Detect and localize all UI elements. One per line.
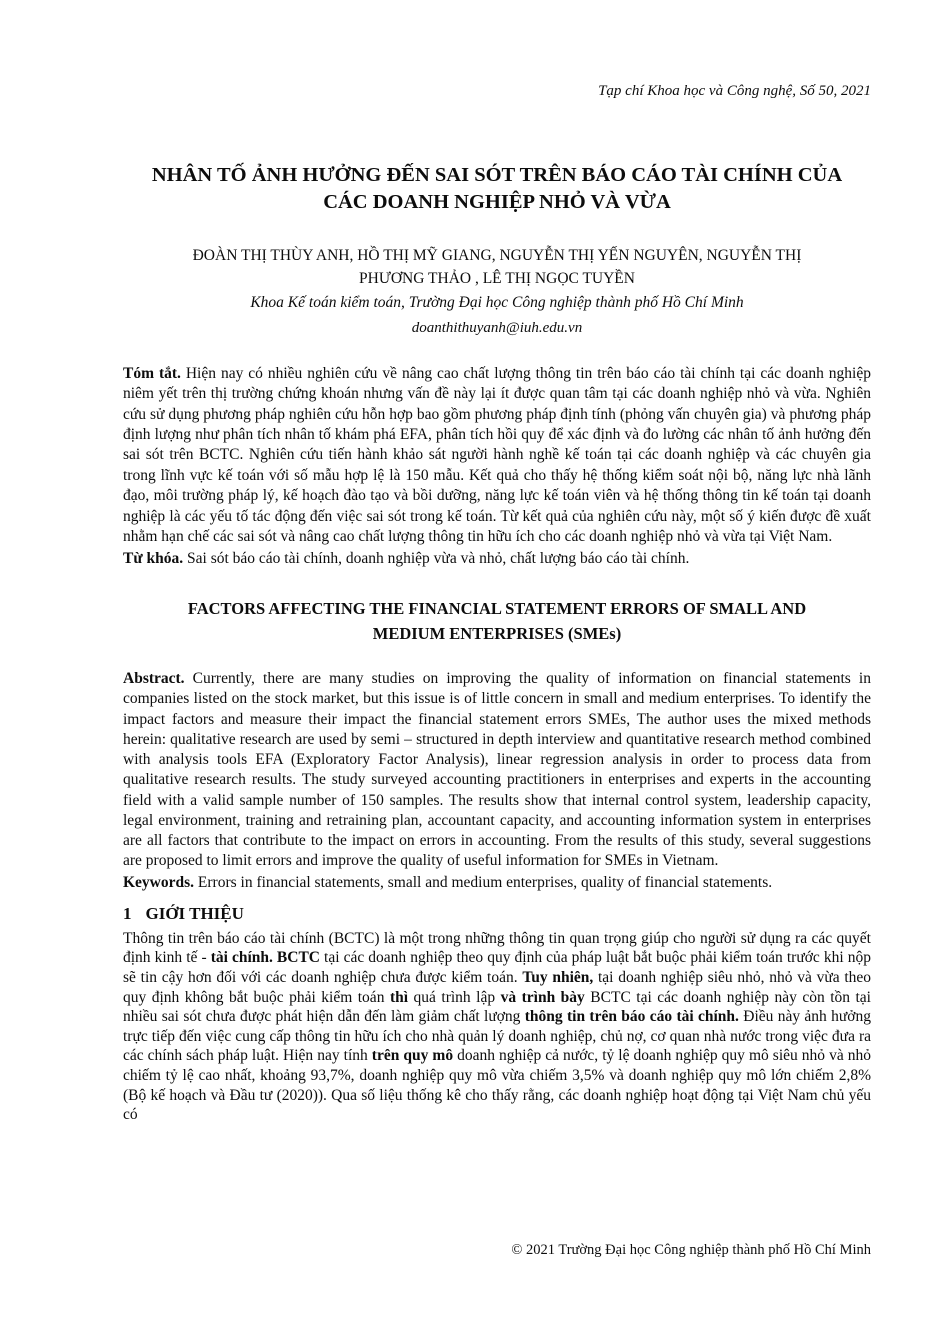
keywords-vi-text: Sai sót báo cáo tài chính, doanh nghiệp vừa và nhỏ, chất lượng báo cáo tài chính.	[183, 550, 690, 568]
abstract-vi-text: Hiện nay có nhiều nghiên cứu về nâng cao chất lượng thông tin trên báo cáo tài chính tại các doanh nghiệp niêm yết trên thị trường chứng khoán nhưng vấn đề này lại ít được quan tâm tại các doanh nghiệp nhỏ và vừa. Nghiên cứu sử dụng phương pháp nghiên cứu hỗn hợp bao gồm phương pháp định tính (phỏng vấn chuyên gia) và phương pháp định lượng như phân tích nhân tố khám phá EFA, phân tích hồi quy để xác định và đo lường các nhân tố ảnh hưởng đến sai sót trên BCTC. Nghiên cứu tiến hành khảo sát người hành nghề kế toán tại các doanh nghiệp và các chuyên gia trong lĩnh vực kế toán với số mẫu hợp lệ là 150 mẫu. Kết quả cho thấy hệ thống kiểm soát nội bộ, năng lực nhà lãnh đạo, môi trường pháp lý, kế hoạch đào tạo và bồi dưỡng, năng lực kế toán viên và hệ thống thông tin kế toán tại doanh nghiệp là các yếu tố tác động đến việc sai sót trong kế toán. Từ kết quả của nghiên cứu này, một số ý kiến được đề xuất nhằm hạn chế các sai sót và nâng cao chất lượng thông tin hữu ích cho các doanh nghiệp nhỏ và vừa tại Việt Nam.	[123, 364, 871, 545]
keywords-en-label: Keywords.	[123, 874, 195, 892]
keywords-vi	[123, 549, 871, 569]
keywords-en	[123, 873, 871, 893]
abstract-vi-label: Tóm tắt.	[123, 364, 181, 382]
abstract-en-text: Currently, there are many studies on improving the quality of information on financial statements in companies listed on the stock market, but this issue is of little concern in small and medium enterprises. To identify the impact factors and measure their impact the financial statement errors SMEs, The author uses the mixed methods herein: qualitative research are used by semi – structured in depth interview and quantitative research method combined with analysis tools EFA (Exploratory Factor Analysis), linear regression analysis in order to process data from qualitative research results. The study surveyed accounting practitioners in enterprises and experts in the accounting field with a valid sample number of 150 samples. The results show that internal control system, leadership capacity, legal environment, training and retraining plan, accountant capacity, and accounting information system in enterprises are all factors that contribute to the impact on errors in accounting. From the results of this study, several suggestions are proposed to limit errors and improve the quality of useful information for SMEs in Vietnam.	[123, 670, 871, 870]
keywords-vi-label: Từ khóa.	[123, 550, 184, 568]
page-content	[123, 0, 872, 1258]
section-1-heading	[123, 903, 871, 925]
journal-header: Tạp chí Khoa học và Công nghệ, Số 50, 2021	[598, 83, 871, 99]
abstract-en	[123, 669, 871, 871]
copyright-footer: © 2021 Trường Đại học Công nghiệp thành phố Hồ Chí Minh	[511, 1242, 871, 1258]
author-list: ĐOÀN THỊ THÙY ANH, HỒ THỊ MỸ GIANG, NGUYỄN THỊ YẾN NGUYÊN, NGUYỄN THỊ PHƯƠNG THẢO , LÊ THỊ NGỌC TUYỀN	[192, 247, 802, 287]
affiliation: Khoa Kế toán kiểm toán, Trường Đại học Công nghiệp thành phố Hồ Chí Minh	[250, 294, 744, 312]
author-email: doanthithuyanh@iuh.edu.vn	[411, 319, 583, 336]
article-title-en: FACTORS AFFECTING THE FINANCIAL STATEMENT ERRORS OF SMALL AND MEDIUM ENTERPRISES (SMEs)	[187, 598, 807, 643]
abstract-vi	[123, 364, 871, 548]
section-1-title: GIỚI THIỆU	[145, 903, 244, 923]
abstract-en-label: Abstract.	[123, 670, 185, 688]
article-title-vi: NHÂN TỐ ẢNH HƯỞNG ĐẾN SAI SÓT TRÊN BÁO CÁO TÀI CHÍNH CỦA CÁC DOANH NGHIỆP NHỎ VÀ VỪA	[151, 164, 843, 214]
section-1-paragraph: Thông tin trên báo cáo tài chính (BCTC) là một trong những thông tin quan trọng giúp cho người sử dụng ra các quyết định kinh tế - tài chính. BCTC tại các doanh nghiệp theo quy định của pháp luật bắt buộc phải kiểm toán trước khi nộp sẽ tin cậy hơn đối với các doanh nghiệp chưa được kiểm toán. Tuy nhiên, tại doanh nghiệp siêu nhỏ, nhỏ và vừa theo quy định không bắt buộc phải kiểm toán thì quá trình lập và trình bày BCTC tại các doanh nghiệp này còn tồn tại nhiều sai sót chưa được phát hiện dẫn đến làm giảm chất lượng thông tin trên báo cáo tài chính. Điều này ảnh hưởng trực tiếp đến việc cung cấp thông tin hữu ích cho nhà quản lý doanh nghiệp, chủ nợ, cơ quan nhà nước trong việc đưa ra các chính sách pháp luật. Hiện nay tính trên quy mô doanh nghiệp cả nước, tỷ lệ doanh nghiệp quy mô siêu nhỏ và nhỏ chiếm tỷ lệ cao nhất, khoảng 93,7%, doanh nghiệp quy mô vừa chiếm 3,5% và doanh nghiệp quy mô lớn chiếm 2,8% (Bộ kế hoạch và Đầu tư (2020)). Qua số liệu thống kê cho thấy rằng, các doanh nghiệp hoạt động tại Việt Nam chủ yếu có	[123, 929, 872, 1124]
keywords-en-text: Errors in financial statements, small and medium enterprises, quality of financial statements.	[194, 874, 773, 892]
section-1-number: 1	[123, 903, 132, 923]
